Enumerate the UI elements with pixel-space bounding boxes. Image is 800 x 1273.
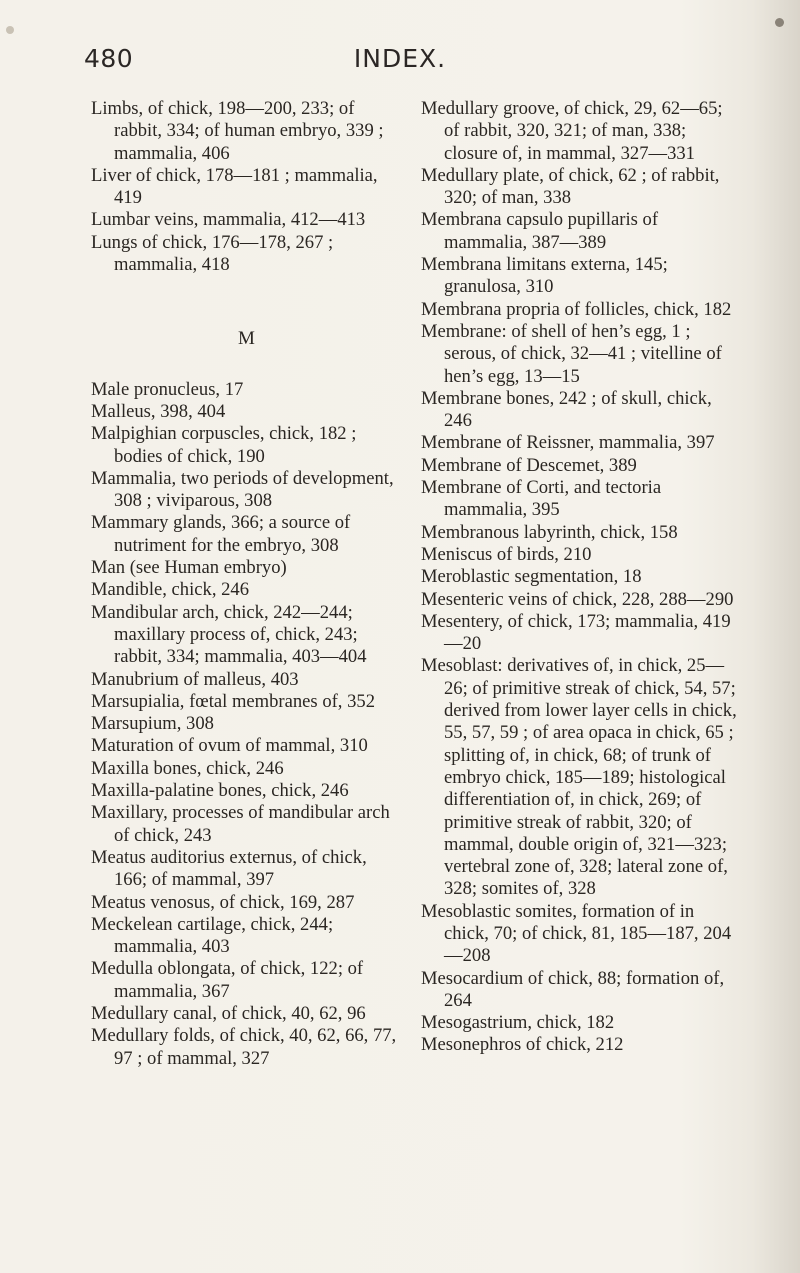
index-entry: Malpighian corpuscles, chick, 182 ; bodies of chick, 190 [91,423,357,467]
index-entry: Lungs of chick, 176—178, 267 ; mammalia, 418 [91,231,334,276]
index-entry: Mammalia, two periods of development, 308 ; viviparous, 308 [91,467,394,512]
index-entry: Malleus, 398, 404 [91,400,226,422]
index-entry: Mesenteric veins of chick, 228, 288—290 [421,588,734,610]
index-entry: Meckelean cartilage, chick, 244; mammalia, 403 [91,913,334,958]
index-entry: Membrane: of shell of hen’s egg, 1 ; serous, of chick, 32—41 ; vitelline of hen’s egg, 13—15 [421,320,722,387]
index-entry: Mandibular arch, chick, 242—244; maxillary process of, chick, 243; rabbit, 334; mammalia, 403—404 [91,601,367,668]
index-entry: Mandible, chick, 246 [91,579,250,601]
index-entry: Membrane of Reissner, mammalia, 397 [421,432,715,454]
index-entry: Mesocardium of chick, 88; formation of, 264 [421,967,725,1011]
left-column [91,98,402,1070]
index-entry: Lumbar veins, mammalia, 412—413 [91,209,366,231]
section-letter-heading: M [238,328,255,350]
index-entry: Mesonephros of chick, 212 [421,1034,624,1056]
index-entry: Medullary groove, of chick, 29, 62—65; of rabbit, 320, 321; of man, 338; closure of, in mammal, 327—331 [421,98,723,164]
index-entry: Male pronucleus, 17 [91,378,244,400]
index-entry: Maxillary, processes of mandibular arch of chick, 243 [91,802,390,846]
index-entry: Mesentery, of chick, 173; mammalia, 419—20 [421,610,731,655]
index-entry: Membrane of Corti, and tectoria mammalia, 395 [421,477,662,521]
running-head [84,44,716,84]
index-entry: Liver of chick, 178—181 ; mammalia, 419 [91,164,378,209]
index-entry: Manubrium of malleus, 403 [91,668,299,690]
index-entry: Mesoblast: derivatives of, in chick, 25—26; of primitive streak of chick, 54, 57; derived from lower layer cells in chick, 55, 57, 59 ; of area opaca in chick, 65 ; splitting of, in chick, 68; of trunk of embryo chick, 185—189; histological differentiation of, in chick, 269; of primitive streak of rabbit, 320; of mammal, double origin of, 321—323; vertebral zone of, 328; lateral zone of, 328; somites of, 328 [421,655,737,900]
index-entry: Meniscus of birds, 210 [421,543,592,565]
index-entry: Marsupium, 308 [91,713,214,735]
page-speck [6,26,14,34]
page-title: INDEX. [353,44,447,73]
index-entry: Maxilla-palatine bones, chick, 246 [91,780,349,802]
index-entry: Maturation of ovum of mammal, 310 [91,735,368,757]
index-entry: Mesogastrium, chick, 182 [421,1012,615,1034]
index-entry: Mesoblastic somites, formation of in chick, 70; of chick, 81, 185—187, 204—208 [421,900,732,967]
index-entry: Membrane of Descemet, 389 [421,454,637,476]
index-entry: Man (see Human embryo) [91,557,287,579]
index-entry: Membrana propria of follicles, chick, 182 [421,298,732,320]
page-speck [775,18,784,27]
index-entry: Medullary plate, of chick, 62 ; of rabbit, 320; of man, 338 [421,164,720,209]
index-entry: Medulla oblongata, of chick, 122; of mammalia, 367 [91,958,364,1002]
index-entry: Medullary folds, of chick, 40, 62, 66, 77, 97 ; of mammal, 327 [91,1025,397,1069]
index-entry: Meatus auditorius externus, of chick, 166; of mammal, 397 [91,846,367,891]
index-entry: Medullary canal, of chick, 40, 62, 96 [91,1002,366,1024]
index-entry: Membranous labyrinth, chick, 158 [421,521,678,543]
index-entry: Limbs, of chick, 198—200, 233; of rabbit, 334; of human embryo, 339 ; mammalia, 406 [91,98,384,164]
index-entry: Membrana capsulo pupillaris of mammalia, 387—389 [421,209,659,253]
index-entry: Maxilla bones, chick, 246 [91,757,284,779]
right-column [421,98,738,1057]
index-entry: Meroblastic segmentation, 18 [421,566,642,588]
index-entry: Membrana limitans externa, 145; granulosa, 310 [421,254,668,298]
page-number: 480 [84,44,134,73]
index-entry: Marsupialia, fœtal membranes of, 352 [91,690,375,712]
index-entry: Meatus venosus, of chick, 169, 287 [91,891,355,913]
index-entry: Mammary glands, 366; a source of nutriment for the embryo, 308 [91,512,351,556]
index-entry: Membrane bones, 242 ; of skull, chick, 246 [421,387,712,432]
